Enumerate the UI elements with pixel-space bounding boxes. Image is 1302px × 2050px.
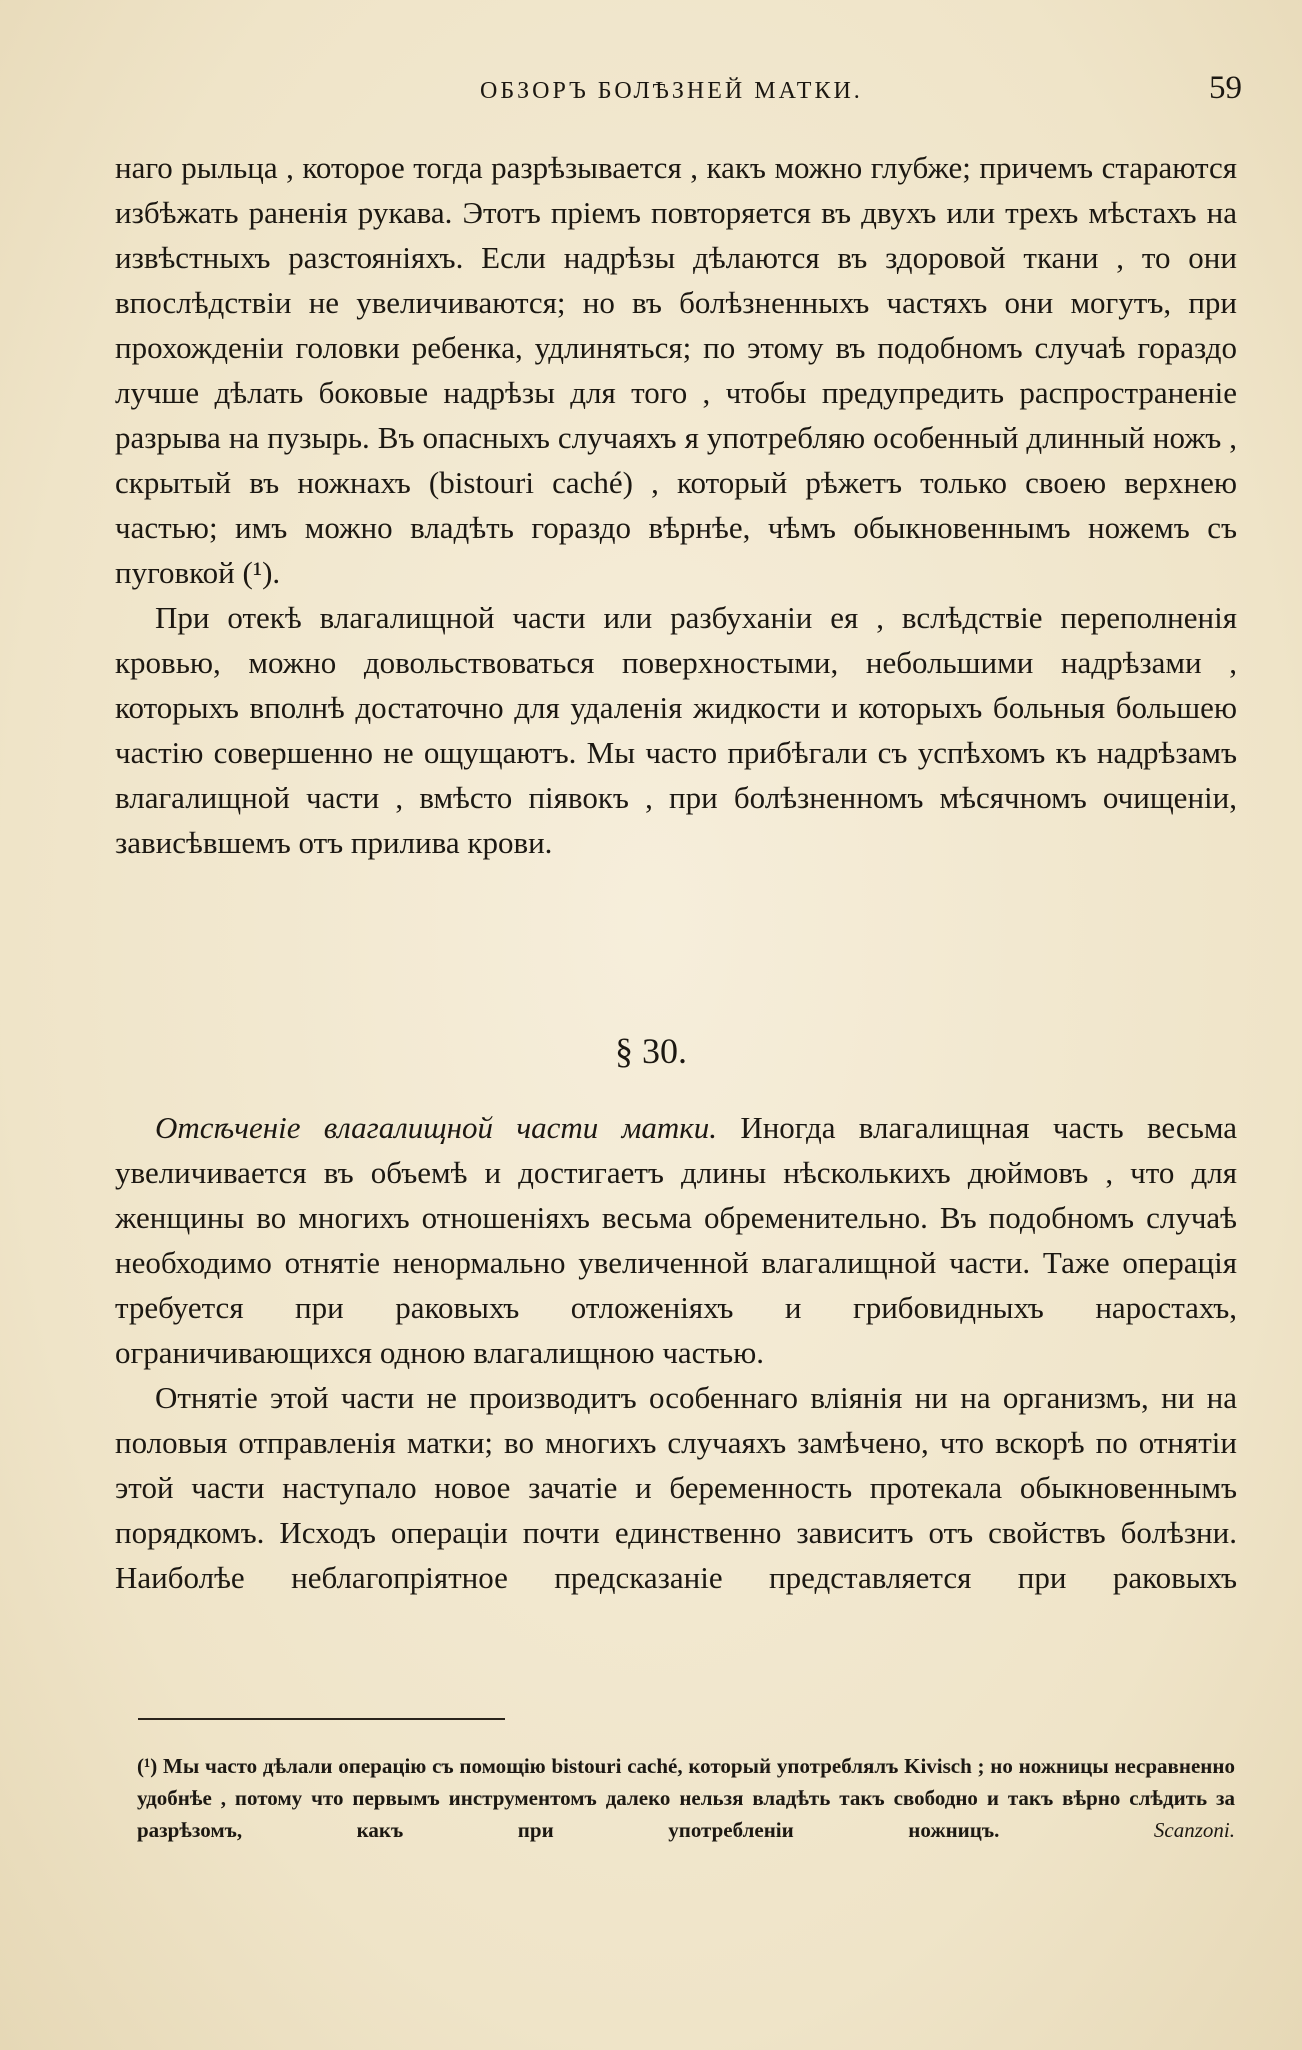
section-heading: Отсѣченіе влагалищной части матки.	[155, 1110, 718, 1145]
body-text-section	[115, 1105, 1237, 1600]
page-number: 59	[1209, 70, 1242, 106]
footnote	[137, 1750, 1235, 1846]
footnote-text: (¹) Мы часто дѣлали операцію съ помощію bistouri caché, который употреблялъ Kivisch ; но ножницы несравненно удобнѣе , потому что первымъ инструментомъ далеко нельзя владѣть такъ свободно и такъ вѣрно слѣдить за разрѣзомъ, какъ при употребленіи ножницъ.	[137, 1754, 1235, 1842]
running-title: ОБЗОРЪ БОЛѢЗНЕЙ МАТКИ.	[480, 78, 863, 104]
footnote-divider	[138, 1718, 505, 1720]
paragraph	[115, 1105, 1237, 1375]
section-number: § 30.	[615, 1031, 687, 1071]
footnote-signature: Scanzoni.	[1153, 1818, 1235, 1842]
page-header	[140, 70, 1242, 120]
paragraph-text: Иногда влагалищная часть весьма увеличивается въ объемѣ и достигаетъ длины нѣсколькихъ дюймовъ , что для женщины во многихъ отношеніяхъ весьма обременительно. Въ подобномъ случаѣ необходимо отнятіе ненормально увеличенной влагалищной части. Таже операція требуется при раковыхъ отложеніяхъ и грибовидныхъ наростахъ, ограничивающихся одною влагалищною частью.	[115, 1110, 1237, 1370]
body-text-top	[115, 145, 1237, 865]
paragraph: наго рыльца , которое тогда разрѣзывается , какъ можно глубже; причемъ стараются избѣжать раненія рукава. Этотъ пріемъ повторяется въ двухъ или трехъ мѣстахъ на извѣстныхъ разстояніяхъ. Если надрѣзы дѣлаются въ здоровой ткани , то они впослѣдствіи не увеличиваются; но въ болѣзненныхъ частяхъ они могутъ, при прохожденіи головки ребенка, удлиняться; по этому въ подобномъ случаѣ гораздо лучше дѣлать боковые надрѣзы для того , чтобы предупредить распространеніе разрыва на пузырь. Въ опасныхъ случаяхъ я употребляю особенный длинный ножъ , скрытый въ ножнахъ (bistouri caché) , который рѣжетъ только своею верхнею частью; имъ можно владѣть гораздо вѣрнѣе, чѣмъ обыкновеннымъ ножемъ съ пуговкой (¹).	[115, 150, 1237, 590]
paragraph: При отекѣ влагалищной части или разбуханіи ея , вслѣдствіе переполненія кровью, можно довольствоваться поверхностыми, небольшими надрѣзами , которыхъ вполнѣ достаточно для удаленія жидкости и которыхъ больныя большею частію совершенно не ощущаютъ. Мы часто прибѣгали съ успѣхомъ къ надрѣзамъ влагалищной части , вмѣсто піявокъ , при болѣзненномъ мѣсячномъ очищеніи, зависѣвшемъ отъ прилива крови.	[115, 600, 1237, 860]
paragraph: Отнятіе этой части не производитъ особеннаго вліянія ни на организмъ, ни на половыя отправленія матки; во многихъ случаяхъ замѣчено, что вскорѣ по отнятіи этой части наступало новое зачатіе и беременность протекала обыкновеннымъ порядкомъ. Исходъ операціи почти единственно зависитъ отъ свойствъ болѣзни. Наиболѣе неблагопріятное предсказаніе представляется при раковыхъ	[115, 1380, 1237, 1595]
